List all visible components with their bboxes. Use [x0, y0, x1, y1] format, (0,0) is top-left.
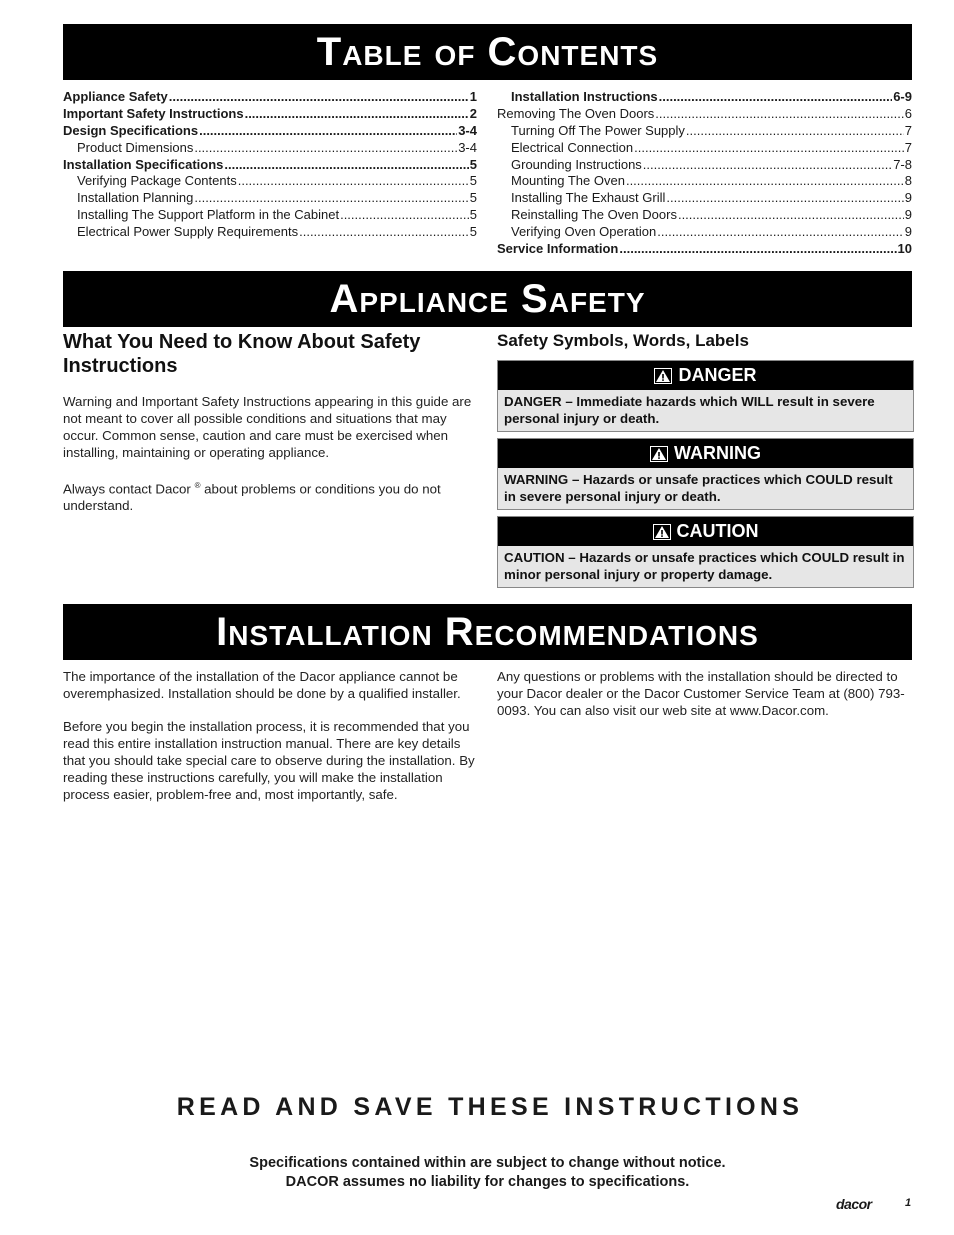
toc-leader-dots: [666, 190, 903, 207]
toc-entry-page: 7: [904, 122, 912, 138]
danger-box: [497, 360, 914, 432]
toc-entry-page: 9: [904, 224, 912, 240]
disclaimer: [0, 1154, 954, 1192]
toc-entry-page: 5: [469, 156, 477, 172]
toc-entry-page: 7: [904, 139, 912, 155]
toc-leader-dots: [678, 207, 904, 224]
toc-entry-label: Reinstalling The Oven Doors: [511, 207, 677, 223]
toc-leader-dots: [659, 89, 893, 106]
toc-leader-dots: [299, 224, 469, 241]
caution-title: CAUTION: [676, 521, 759, 541]
toc-entry-label: Installation Instructions: [511, 89, 658, 104]
toc-entry-page: 5: [469, 207, 477, 223]
toc-leader-dots: [643, 157, 892, 174]
toc-entry: [497, 173, 912, 190]
safety-right-heading: Safety Symbols, Words, Labels: [497, 331, 749, 350]
toc-entry: [497, 224, 912, 241]
toc-entry-label: Installing The Support Platform in the Cabinet: [77, 207, 340, 223]
toc-entry-page: 6-9: [893, 89, 912, 104]
toc-leader-dots: [238, 173, 469, 190]
installation-paragraph-2: Before you begin the installation process, it is recommended that you read this entire installation instruction manual. There are key details that you should take special care to observe during the installation. By reading these instructions carefully, you will make the installation process easier, problem-free and, most importantly, safe.: [63, 719, 475, 802]
toc-entry: [63, 190, 477, 207]
toc-entry-label: Installing The Exhaust Grill: [511, 190, 666, 206]
toc-entry-label: Important Safety Instructions: [63, 105, 244, 121]
toc-entry-label: Design Specifications: [63, 122, 199, 138]
toc-entry: [497, 106, 912, 123]
dacor-logo: dacor: [836, 1196, 872, 1212]
toc-leader-dots: [634, 140, 904, 157]
toc-entry-page: 10: [897, 241, 912, 257]
toc-entry-page: 6: [904, 105, 912, 121]
warning-header: [498, 439, 913, 468]
toc-entry: [63, 207, 477, 224]
caution-box: [497, 516, 914, 588]
danger-title: DANGER: [678, 365, 757, 385]
toc-entry: [63, 140, 477, 157]
warning-triangle-icon: [650, 446, 668, 462]
toc-entry: [63, 123, 477, 140]
toc-right-column: [497, 89, 912, 258]
toc-entry-label: Electrical Connection: [511, 139, 634, 155]
caution-text: CAUTION – Hazards or unsafe practices which COULD result in minor personal injury or property damage.: [504, 550, 905, 582]
safety-intro-text: [63, 393, 479, 530]
toc-leader-dots: [194, 140, 457, 157]
toc-entry: [63, 106, 477, 123]
toc-entry-label: Electrical Power Supply Requirements: [77, 224, 299, 240]
safety-left-heading: What You Need to Know About Safety Instructions: [63, 331, 421, 377]
toc-entry-label: Removing The Oven Doors: [497, 105, 655, 121]
toc-entry: [497, 123, 912, 140]
toc-entry-label: Turning Off The Power Supply: [511, 122, 685, 138]
read-and-save-heading: READ AND SAVE THESE INSTRUCTIONS: [176, 1093, 804, 1121]
appliance-safety-banner: [63, 271, 912, 327]
toc-leader-dots: [224, 157, 468, 174]
toc-entry: [497, 157, 912, 174]
toc-leader-dots: [626, 173, 904, 190]
toc-entry: [497, 207, 912, 224]
toc-entry-page: 9: [904, 207, 912, 223]
toc-entry-label: Installation Planning: [77, 190, 194, 206]
toc-leader-dots: [194, 190, 468, 207]
toc-entry-page: 5: [469, 190, 477, 206]
toc-leader-dots: [245, 106, 469, 123]
toc-leader-dots: [199, 123, 457, 140]
safety-paragraph-2: [63, 477, 479, 514]
toc-leader-dots: [686, 123, 904, 140]
toc-entry-page: 3-4: [458, 139, 477, 155]
installation-paragraph-1: The importance of the installation of the Dacor appliance cannot be overemphasized. Installation should be done by a qualified installer.: [63, 669, 461, 701]
caution-header: [498, 517, 913, 546]
toc-leader-dots: [169, 89, 469, 106]
toc-entry-page: 1: [469, 89, 477, 104]
toc-entry-page: 5: [469, 224, 477, 240]
installation-title: Installation Recommendations: [216, 609, 759, 654]
toc-entry-page: 7-8: [893, 156, 912, 172]
safety-paragraph-1: Warning and Important Safety Instructions appearing in this guide are not meant to cover all possible conditions and situations that may occur. Common sense, caution and care must be exercised when installing, maintaining or operating appliance.: [63, 394, 472, 460]
disclaimer-line-1: Specifications contained within are subject to change without notice.: [249, 1155, 726, 1171]
toc-leader-dots: [655, 106, 903, 123]
toc-entry-label: Appliance Safety: [63, 89, 168, 104]
warning-triangle-icon: [653, 524, 671, 540]
toc-entry: [497, 241, 912, 258]
toc-entry: [63, 89, 477, 106]
safety-paragraph-2-end: about problems or conditions you do not understand.: [63, 481, 441, 514]
danger-header: [498, 361, 913, 390]
toc-entry: [63, 173, 477, 190]
toc-leader-dots: [340, 207, 469, 224]
warning-text: WARNING – Hazards or unsafe practices which COULD result in severe personal injury or death.: [504, 472, 893, 504]
toc-entry: [497, 89, 912, 106]
toc-entry: [497, 140, 912, 157]
installation-banner: [63, 604, 912, 660]
safety-paragraph-2-start: Always contact Dacor: [63, 481, 191, 497]
toc-entry-page: 2: [469, 105, 477, 121]
toc-entry-label: Verifying Package Contents: [77, 173, 237, 189]
toc-entry-label: Installation Specifications: [63, 156, 224, 172]
toc-entry-label: Service Information: [497, 241, 619, 257]
installation-right-text: [497, 668, 912, 735]
toc-entry-label: Mounting The Oven: [511, 173, 625, 189]
disclaimer-line-2: DACOR assumes no liability for changes to specifications.: [285, 1174, 690, 1190]
danger-text: DANGER – Immediate hazards which WILL result in severe personal injury or death.: [504, 394, 875, 426]
toc-entry: [63, 224, 477, 241]
toc-entry: [497, 190, 912, 207]
page-number: 1: [905, 1197, 912, 1209]
warning-triangle-icon: [654, 368, 672, 384]
toc-entry-page: 8: [904, 173, 912, 189]
toc-entry-page: 9: [904, 190, 912, 206]
warning-title: WARNING: [674, 443, 761, 463]
toc-entry-label: Product Dimensions: [77, 139, 194, 155]
toc-banner: [63, 24, 912, 80]
appliance-safety-title: Appliance Safety: [329, 276, 646, 321]
toc-leader-dots: [619, 241, 896, 258]
toc-entry-page: 5: [469, 173, 477, 189]
warning-box: [497, 438, 914, 510]
toc-title: Table of Contents: [316, 29, 659, 74]
toc-entry: [63, 157, 477, 174]
toc-entry-label: Grounding Instructions: [511, 156, 642, 172]
installation-contact-paragraph: Any questions or problems with the installation should be directed to your Dacor dealer or the Dacor Customer Service Team at (800) 793-0093. You can also visit our web site at www.Dacor.com.: [497, 669, 905, 718]
toc-entry-label: Verifying Oven Operation: [511, 224, 657, 240]
toc-left-column: [63, 89, 477, 241]
toc-entry-page: 3-4: [458, 122, 477, 138]
registered-mark: ®: [194, 481, 201, 490]
toc-leader-dots: [657, 224, 904, 241]
installation-left-text: [63, 668, 481, 819]
